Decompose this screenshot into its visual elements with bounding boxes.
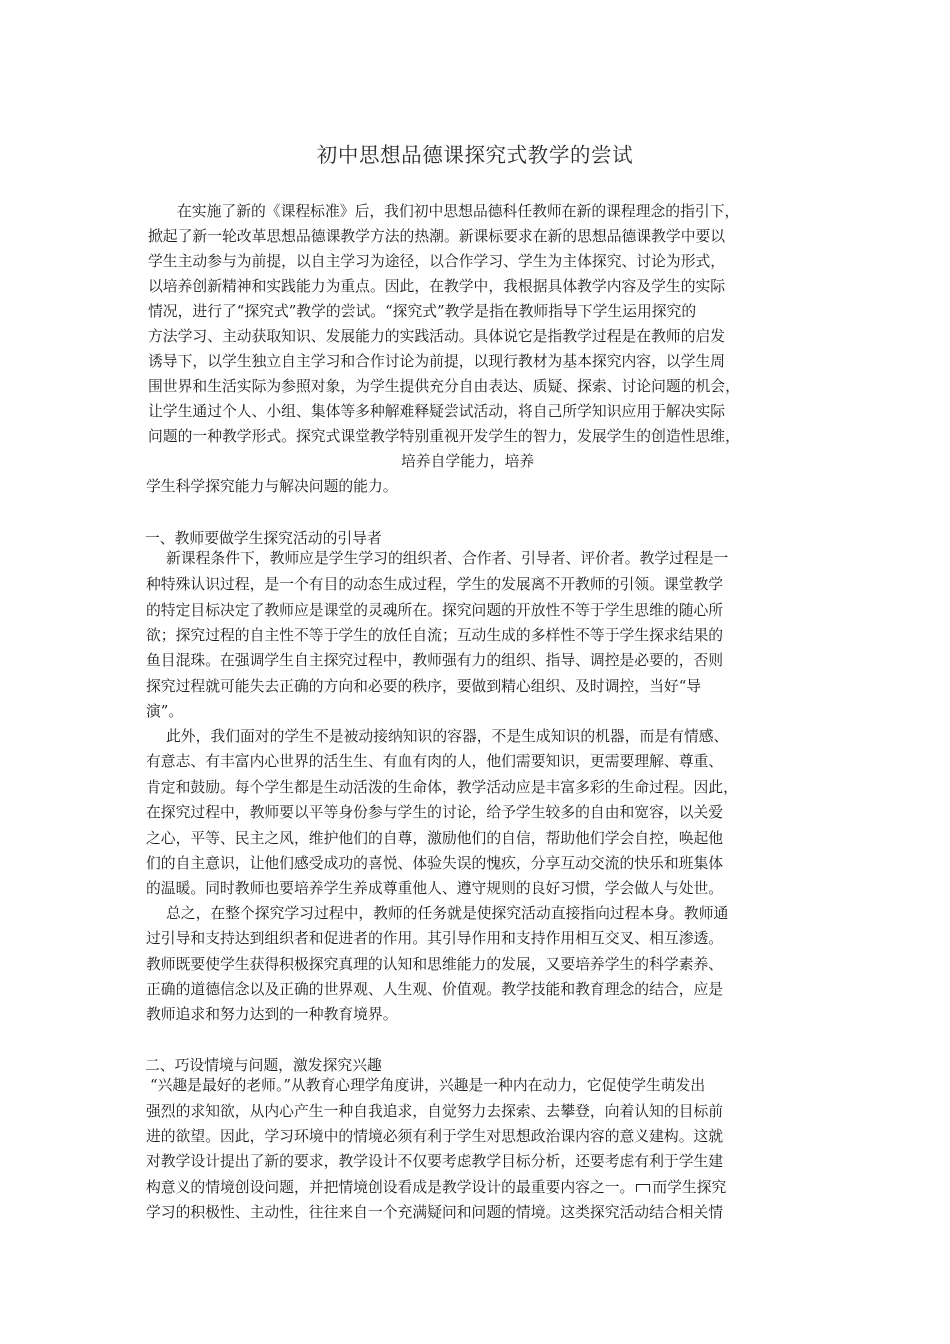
paragraph-line: 进的欲望。因此，学习环境中的情境必须有利于学生对思想政治课内容的意义建构。这就: [146, 1128, 724, 1145]
paragraph-line: 演”。: [146, 703, 184, 720]
paragraph-line: 强烈的求知欲，从内心产生一种自我追求，自觉努力去探索、去攀登，向着认知的目标前: [146, 1103, 724, 1120]
paragraph-line: 正确的道德信念以及正确的世界观、人生观、价值观。教学技能和教育理念的结合，应是: [146, 981, 724, 998]
paragraph-line: 们的自主意识，让他们感受成功的喜悦、体验失误的愧疚，分享互动交流的快乐和班集体: [146, 855, 724, 872]
line-text: 构意义的情境创设问题，并把情境创设看成是教学设计的最重要内容之一。: [146, 1179, 635, 1196]
paragraph-line: 此外，我们面对的学生不是被动接纳知识的容器，不是生成知识的机器，而是有情感、: [166, 728, 729, 745]
paragraph-line: 对教学设计提出了新的要求，教学设计不仅要考虑教学目标分析，还要考虑有利于学生建: [146, 1153, 724, 1170]
paragraph-line: 掀起了新一轮改革思想品德课教学方法的热潮。新课标要求在新的思想品德课教学中要以: [148, 228, 726, 245]
paragraph-line: 让学生通过个人、小组、集体等多种解难释疑尝试活动，将自己所学知识应用于解决实际: [148, 403, 726, 420]
paragraph-line: 情况，进行了“探究式”教学的尝试。“探究式”教学是指在教师指导下学生运用探究的: [148, 303, 697, 320]
paragraph-line: 诱导下，以学生独立自主学习和合作讨论为前提，以现行教材为基本探究内容，以学生周: [148, 353, 726, 370]
paragraph-line: 种特殊认识过程，是一个有目的动态生成过程，学生的发展离不开教师的引领。课堂教学: [146, 576, 724, 593]
paragraph-line: 鱼目混珠。在强调学生自主探究过程中，教师强有力的组织、指导、调控是必要的，否则: [146, 652, 724, 669]
paragraph-line: 在探究过程中，教师要以平等身份参与学生的讨论，给予学生较多的自由和宽容，以关爱: [146, 804, 724, 821]
document-title: 初中思想品德课探究式教学的尝试: [316, 143, 634, 167]
paragraph-line: 的温暖。同时教师也要培养学生养成尊重他人、遵守规则的良好习惯，学会做人与处世。: [146, 880, 724, 897]
paragraph-line: 方法学习、主动获取知识、发展能力的实践活动。具体说它是指教学过程是在教师的启发: [148, 328, 726, 345]
paragraph-line: 肯定和鼓励。每个学生都是生动活泼的生命体，教学活动应是丰富多彩的生命过程。因此，: [146, 779, 738, 796]
paragraph-line: 学生主动参与为前提，以自主学习为途径，以合作学习、学生为主体探究、讨论为形式，: [148, 253, 726, 270]
paragraph-line: 在实施了新的《课程标准》后，我们初中思想品德科任教师在新的课程理念的指引下，: [177, 203, 740, 220]
section-heading: 二、巧设情境与问题，激发探究兴趣: [145, 1057, 382, 1074]
paragraph-line: 过引导和支持达到组织者和促进者的作用。其引导作用和支持作用相互交叉、相互渗透。: [146, 930, 724, 947]
paragraph-line: [146, 1181, 726, 1196]
paragraph-line: 培养自学能力，培养: [401, 453, 535, 470]
paragraph-line: 学习的积极性、主动性，往往来自一个充满疑问和问题的情境。这类探究活动结合相关情: [146, 1204, 724, 1221]
paragraph-line: 的特定目标决定了教师应是课堂的灵魂所在。探究问题的开放性不等于学生思维的随心所: [146, 602, 724, 619]
paragraph-line: “兴趣是最好的老师。”从教育心理学角度讲，兴趣是一种内在动力，它促使学生萌发出: [150, 1077, 706, 1094]
paragraph-line: 以培养创新精神和实践能力为重点。因此，在教学中，我根据具体教学内容及学生的实际: [148, 278, 726, 295]
paragraph-line: 探究过程就可能失去正确的方向和必要的秩序，要做到精心组织、及时调控，当好“导: [146, 678, 702, 695]
bracket-mark-icon: [636, 1184, 650, 1192]
paragraph-line: 学生科学探究能力与解决问题的能力。: [146, 478, 398, 495]
paragraph-line: 欲；探究过程的自主性不等于学生的放任自流；互动生成的多样性不等于学生探求结果的: [146, 627, 724, 644]
paragraph-line: 有意志、有丰富内心世界的活生生、有血有肉的人，他们需要知识，更需要理解、尊重、: [146, 753, 724, 770]
section-heading: 一、教师要做学生探究活动的引导者: [145, 530, 382, 547]
paragraph-line: 教师追求和努力达到的一种教育境界。: [146, 1006, 398, 1023]
paragraph-line: 新课程条件下，教师应是学生学习的组织者、合作者、引导者、评价者。教学过程是一: [166, 550, 729, 567]
paragraph-line: 教师既要使学生获得积极探究真理的认知和思维能力的发展，又要培养学生的科学素养、: [146, 956, 724, 973]
paragraph-line: 问题的一种教学形式。探究式课堂教学特别重视开发学生的智力，发展学生的创造性思维，: [148, 428, 740, 445]
paragraph-line: 之心，平等、民主之风，维护他们的自尊，激励他们的自信，帮助他们学会自控，唤起他: [146, 830, 724, 847]
paragraph-line: 围世界和生活实际为参照对象，为学生提供充分自由表达、质疑、探索、讨论问题的机会，: [148, 378, 740, 395]
paragraph-line: 总之，在整个探究学习过程中，教师的任务就是使探究活动直接指向过程本身。教师通: [166, 905, 729, 922]
line-text: 而学生探究: [652, 1179, 727, 1196]
